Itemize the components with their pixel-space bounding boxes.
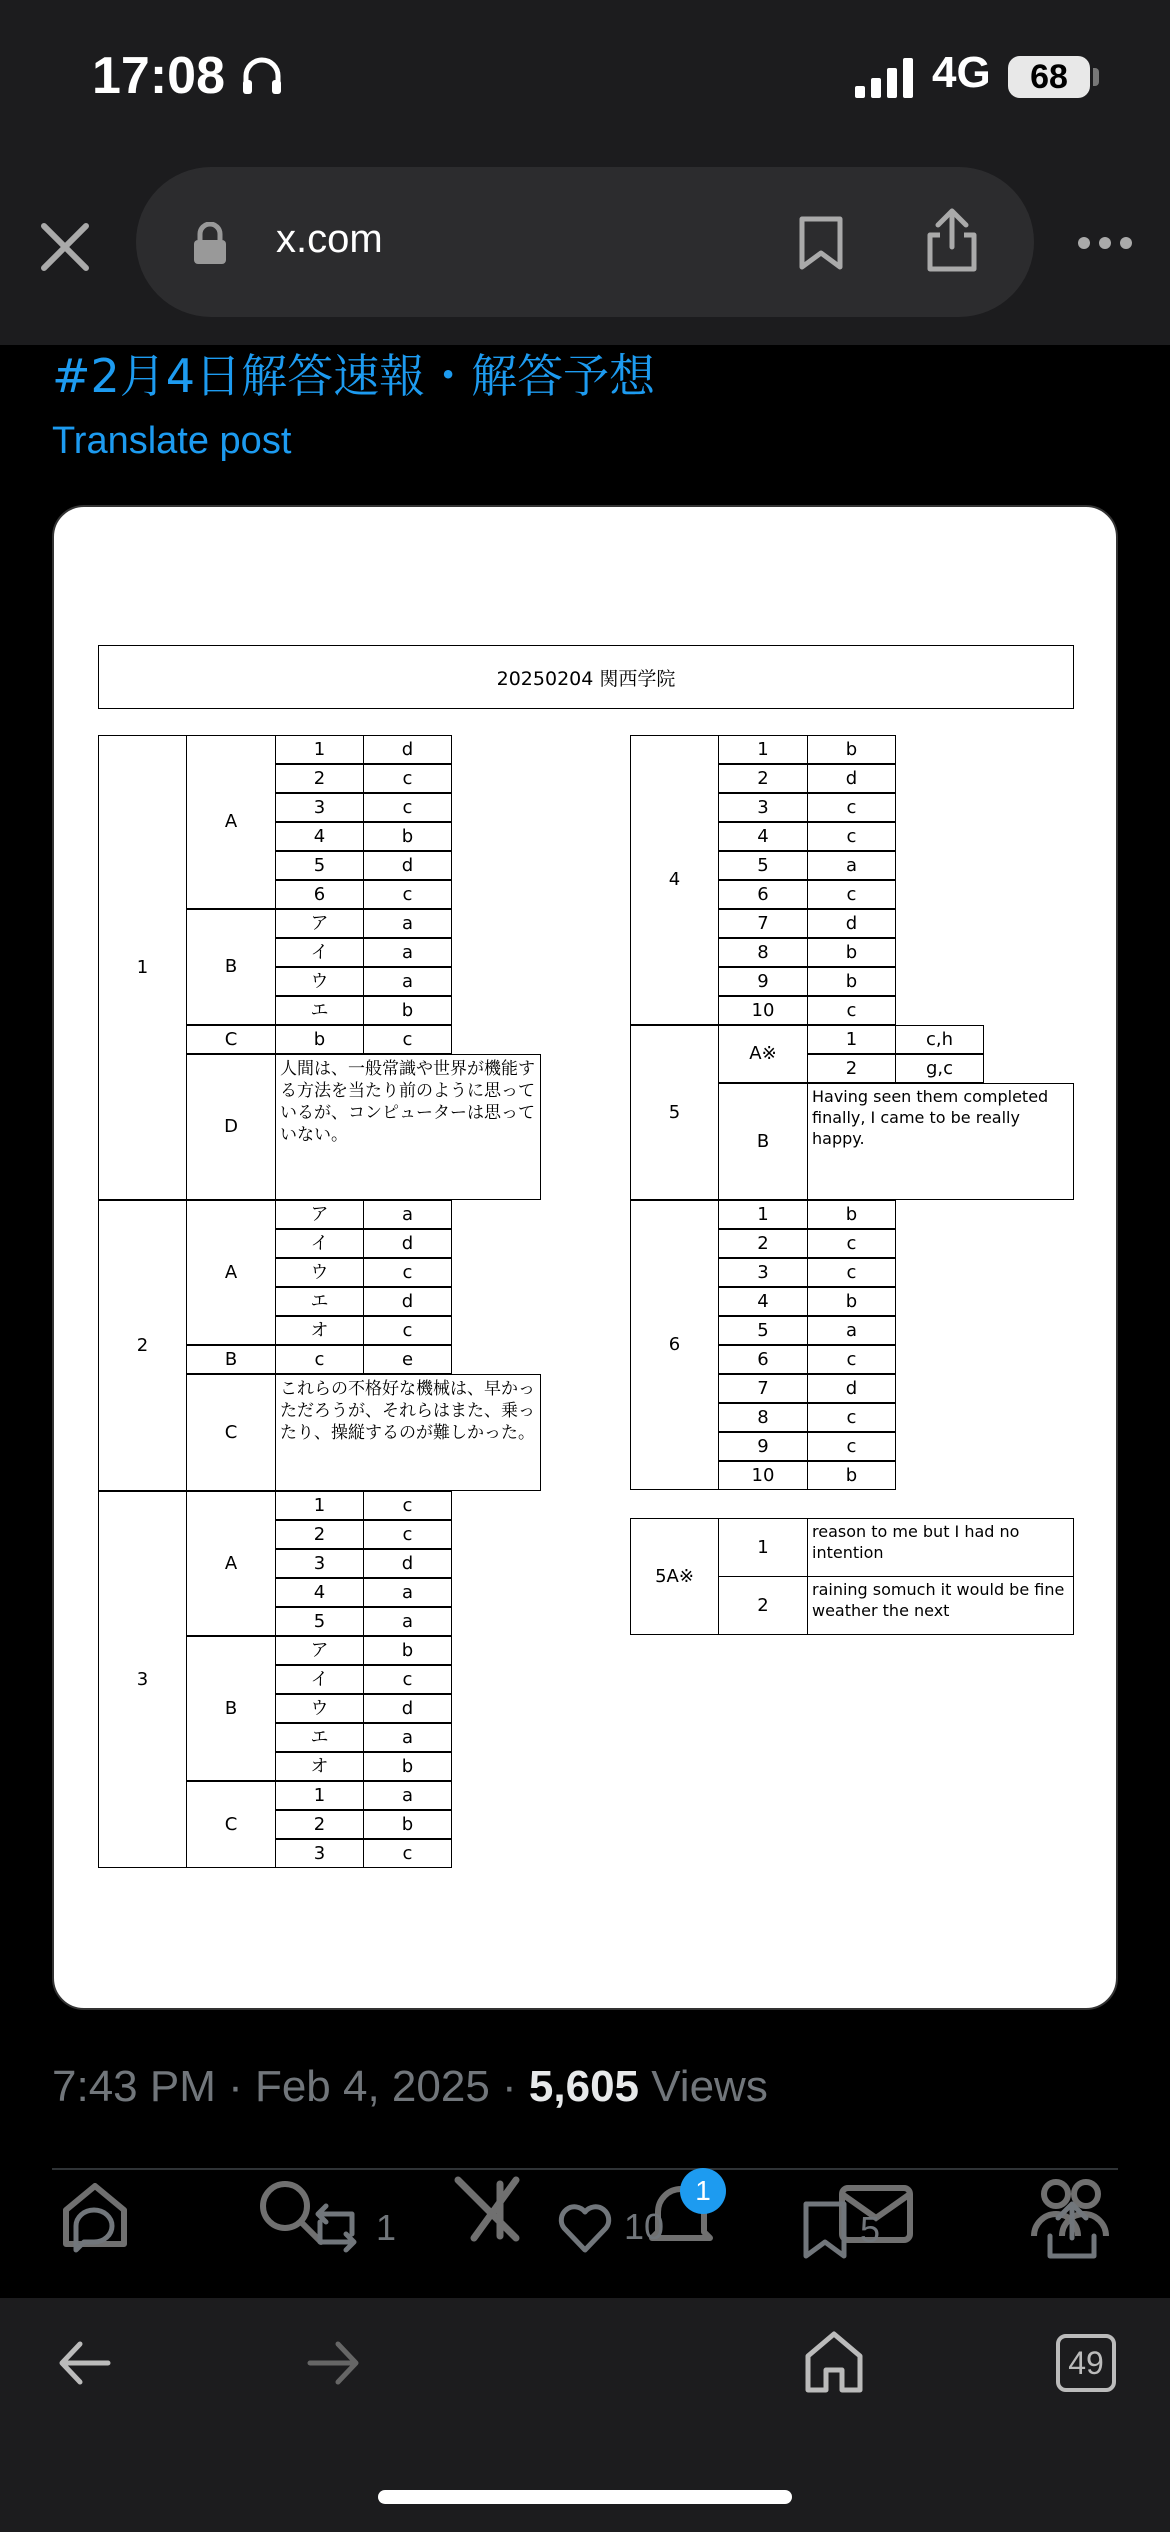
- battery-nub: [1093, 68, 1099, 86]
- question-number: 7: [718, 909, 808, 938]
- section-label: 1: [98, 735, 187, 1200]
- question-number: ウ: [275, 967, 364, 996]
- answer-cell: c: [363, 793, 452, 822]
- section-label: 6: [630, 1200, 719, 1490]
- forward-icon[interactable]: [306, 2338, 362, 2388]
- question-number: イ: [275, 938, 364, 967]
- question-number: エ: [275, 1723, 364, 1752]
- post-image[interactable]: [52, 505, 1118, 2010]
- answer-text: raining somuch it would be fine weather the next: [807, 1576, 1074, 1635]
- answer-cell: c: [807, 1345, 896, 1374]
- question-number: 5: [718, 851, 808, 880]
- answer-cell: b: [807, 1461, 896, 1490]
- close-icon[interactable]: [38, 220, 92, 274]
- answer-cell: b: [363, 822, 452, 851]
- question-number: 6: [718, 1345, 808, 1374]
- question-number: ア: [275, 1200, 364, 1229]
- question-number: 3: [275, 1839, 364, 1868]
- answer-cell: d: [363, 735, 452, 764]
- answer-cell: g,c: [895, 1054, 984, 1083]
- answer-cell: c,h: [895, 1025, 984, 1054]
- question-number: 2: [275, 1520, 364, 1549]
- answer-cell: d: [363, 1694, 452, 1723]
- answer-cell: c: [807, 822, 896, 851]
- question-number: イ: [275, 1665, 364, 1694]
- question-number: 3: [718, 793, 808, 822]
- question-number: 3: [718, 1258, 808, 1287]
- translate-post-link[interactable]: Translate post: [52, 420, 292, 462]
- subsection-label: D: [186, 1054, 276, 1200]
- question-number: 2: [275, 1810, 364, 1839]
- question-number: イ: [275, 1229, 364, 1258]
- question-number: 1: [807, 1025, 896, 1054]
- url-bar[interactable]: [136, 167, 1034, 317]
- subsection-label: A: [186, 1200, 276, 1345]
- status-bar: [0, 0, 1170, 165]
- question-number: 1: [275, 1491, 364, 1520]
- question-number: 7: [718, 1374, 808, 1403]
- more-icon[interactable]: [1076, 235, 1134, 251]
- answer-cell: a: [807, 851, 896, 880]
- answer-cell: a: [363, 1723, 452, 1752]
- question-number: ア: [275, 909, 364, 938]
- answer-cell: b: [363, 1810, 452, 1839]
- answer-text: Having seen them completed finally, I came to be really happy.: [807, 1083, 1074, 1200]
- bookmark-action-button[interactable]: [800, 2200, 880, 2260]
- question-number: 2: [807, 1054, 896, 1083]
- question-number: 3: [275, 793, 364, 822]
- answer-cell: b: [363, 1752, 452, 1781]
- battery-level: 68: [1008, 56, 1090, 98]
- answer-cell: d: [363, 851, 452, 880]
- answer-cell: c: [363, 880, 452, 909]
- answer-cell: c: [275, 1345, 364, 1374]
- answer-cell: c: [807, 880, 896, 909]
- section-label: 5: [630, 1025, 719, 1200]
- question-number: エ: [275, 996, 364, 1025]
- answer-cell: b: [807, 1200, 896, 1229]
- question-number: ア: [275, 1636, 364, 1665]
- answer-cell: b: [807, 938, 896, 967]
- question-number: ウ: [275, 1694, 364, 1723]
- views-label: Views: [639, 2062, 768, 2111]
- reply-icon: [66, 2200, 122, 2256]
- question-number: 6: [275, 880, 364, 909]
- answer-cell: c: [807, 793, 896, 822]
- subsection-label: C: [186, 1374, 276, 1491]
- bookmark-count: 5: [860, 2209, 881, 2250]
- answer-cell: a: [363, 1781, 452, 1810]
- subsection-label: A※: [718, 1025, 808, 1083]
- question-number: 1: [718, 1200, 808, 1229]
- browser-top-bar: [0, 165, 1170, 345]
- section-label: 4: [630, 735, 719, 1025]
- question-number: 5: [275, 1607, 364, 1636]
- answer-cell: d: [363, 1229, 452, 1258]
- back-icon[interactable]: [56, 2338, 112, 2388]
- answer-cell: a: [363, 967, 452, 996]
- question-number: 5: [718, 1316, 808, 1345]
- answer-cell: c: [807, 1403, 896, 1432]
- answer-cell: c: [807, 1229, 896, 1258]
- question-number: 3: [275, 1549, 364, 1578]
- answer-cell: b: [363, 1636, 452, 1665]
- answer-cell: a: [363, 938, 452, 967]
- answer-cell: d: [807, 909, 896, 938]
- question-number: 4: [718, 822, 808, 851]
- share-icon[interactable]: [924, 207, 980, 273]
- question-number: 4: [275, 1578, 364, 1607]
- question-number: 1: [718, 1518, 808, 1577]
- question-number: 2: [718, 1229, 808, 1258]
- answer-cell: c: [363, 1316, 452, 1345]
- url-text: x.com: [276, 217, 383, 261]
- answer-cell: c: [363, 1520, 452, 1549]
- question-number: 2: [275, 764, 364, 793]
- like-icon: [556, 2200, 614, 2254]
- answer-cell: d: [807, 1374, 896, 1403]
- post-actions: [0, 2170, 1170, 2300]
- answer-text: これらの不格好な機械は、早かっただろうが、それらはまた、乗ったり、操縦するのが難しかった。: [275, 1374, 541, 1491]
- question-number: 4: [718, 1287, 808, 1316]
- subsection-label: A: [186, 1491, 276, 1636]
- like-button[interactable]: [556, 2200, 664, 2254]
- answer-cell: a: [363, 1200, 452, 1229]
- section-label: 5A※: [630, 1518, 719, 1635]
- question-number: 9: [718, 967, 808, 996]
- answer-cell: b: [363, 996, 452, 1025]
- repost-icon: [306, 2200, 366, 2256]
- question-number: 1: [718, 735, 808, 764]
- post-meta: [52, 2062, 768, 2112]
- hashtag-link[interactable]: #2月4日解答速報・解答予想: [52, 349, 656, 403]
- question-number: 10: [718, 1461, 808, 1490]
- answer-text: 人間は、一般常識や世界が機能する方法を当たり前のように思っているが、コンピューターは思っていない。: [275, 1054, 541, 1200]
- answer-cell: b: [807, 967, 896, 996]
- answer-cell: c: [363, 1839, 452, 1868]
- answer-cell: c: [363, 1491, 452, 1520]
- answer-cell: a: [363, 1607, 452, 1636]
- answer-cell: d: [807, 764, 896, 793]
- share-post-button[interactable]: [1044, 2200, 1100, 2260]
- lock-icon: [192, 222, 228, 264]
- question-number: 8: [718, 1403, 808, 1432]
- question-number: 6: [718, 880, 808, 909]
- question-number: 4: [275, 822, 364, 851]
- subsection-label: C: [186, 1025, 276, 1054]
- answer-cell: d: [363, 1549, 452, 1578]
- views-count: 5,605: [528, 2062, 640, 2111]
- question-number: 10: [718, 996, 808, 1025]
- status-time: 17:08: [92, 47, 225, 105]
- like-count: 10: [624, 2206, 665, 2247]
- question-number: エ: [275, 1287, 364, 1316]
- bookmark-icon: [800, 2200, 850, 2260]
- question-number: 2: [718, 1576, 808, 1635]
- question-number: オ: [275, 1752, 364, 1781]
- answer-cell: d: [363, 1287, 452, 1316]
- answer-cell: a: [363, 1578, 452, 1607]
- question-number: 1: [275, 735, 364, 764]
- subsection-label: B: [718, 1083, 808, 1200]
- answer-cell: a: [363, 909, 452, 938]
- question-number: 2: [718, 764, 808, 793]
- home-icon[interactable]: [802, 2328, 866, 2394]
- signal-icon: [855, 58, 915, 98]
- question-number: オ: [275, 1316, 364, 1345]
- share-icon: [1044, 2200, 1100, 2260]
- answer-cell: b: [807, 735, 896, 764]
- answer-cell: c: [363, 764, 452, 793]
- repost-button[interactable]: [306, 2200, 396, 2256]
- answer-cell: c: [807, 1432, 896, 1461]
- question-number: ウ: [275, 1258, 364, 1287]
- section-label: 2: [98, 1200, 187, 1491]
- home-indicator: [378, 2490, 792, 2504]
- answer-cell: c: [363, 1665, 452, 1694]
- reply-button[interactable]: [66, 2200, 132, 2256]
- repost-count: 1: [376, 2207, 397, 2248]
- question-number: 9: [718, 1432, 808, 1461]
- headphones-icon: [240, 54, 284, 98]
- answer-cell: e: [363, 1345, 452, 1374]
- grok-nav-icon[interactable]: [452, 2174, 522, 2244]
- subsection-label: B: [186, 909, 276, 1025]
- answer-cell: c: [807, 1258, 896, 1287]
- question-number: 5: [275, 851, 364, 880]
- question-number: 1: [275, 1781, 364, 1810]
- post-time: 7:43 PM · Feb 4, 2025 ·: [52, 2062, 529, 2111]
- answer-cell: b: [275, 1025, 364, 1054]
- answer-cell: b: [807, 1287, 896, 1316]
- answer-cell: c: [807, 996, 896, 1025]
- subsection-label: B: [186, 1345, 276, 1374]
- answer-text: reason to me but I had no intention: [807, 1518, 1074, 1577]
- network-type: 4G: [932, 48, 991, 97]
- tabs-icon[interactable]: 49: [1056, 2334, 1116, 2392]
- question-number: 8: [718, 938, 808, 967]
- section-label: 3: [98, 1491, 187, 1868]
- answer-cell: c: [363, 1025, 452, 1054]
- subsection-label: B: [186, 1636, 276, 1781]
- bookmark-icon[interactable]: [796, 215, 846, 271]
- notification-badge: 1: [680, 2168, 726, 2214]
- subsection-label: A: [186, 735, 276, 909]
- answer-cell: c: [363, 1258, 452, 1287]
- sheet-title: 20250204 関西学院: [98, 645, 1074, 709]
- answer-sheet: [54, 507, 1118, 2010]
- answer-cell: a: [807, 1316, 896, 1345]
- subsection-label: C: [186, 1781, 276, 1868]
